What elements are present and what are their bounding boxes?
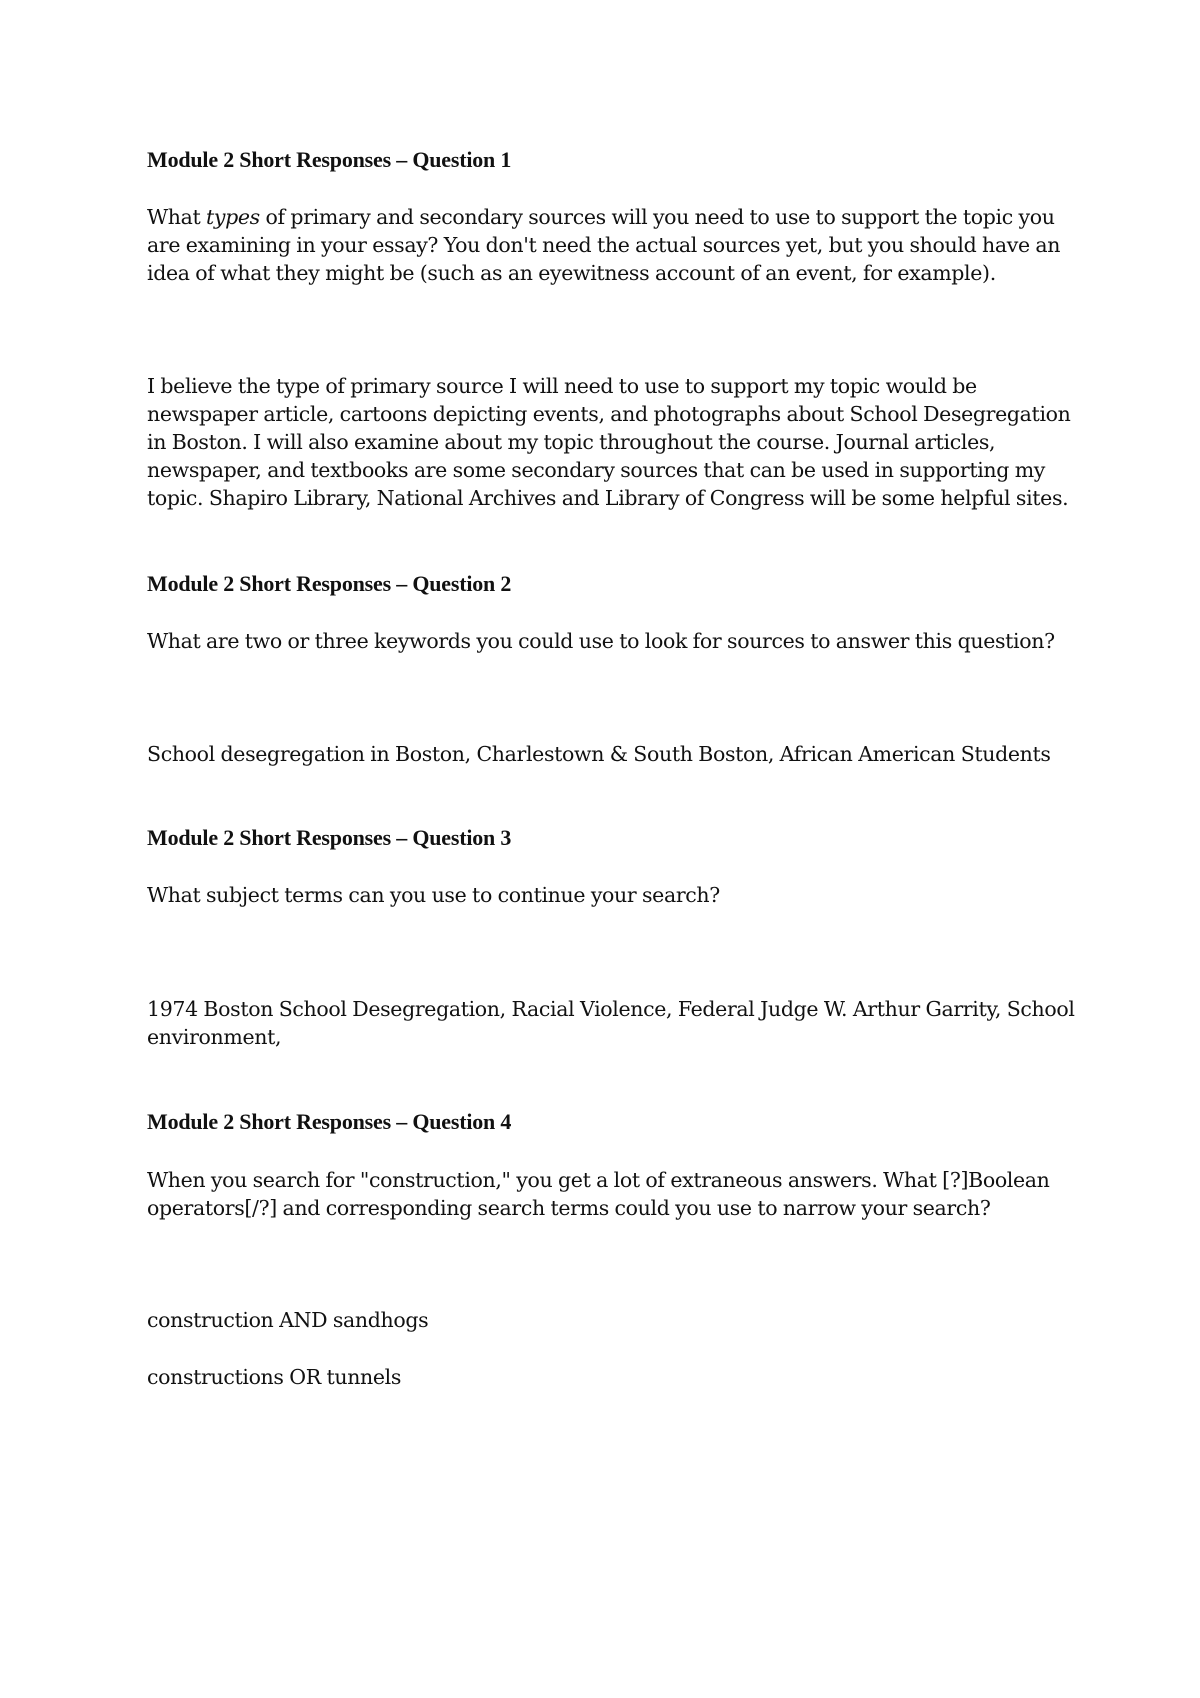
question-4-heading: Module 2 Short Responses – Question 4 bbox=[147, 1109, 512, 1134]
question-2-prompt: What are two or three keywords you could use to look for sources to answer this question? bbox=[147, 629, 1055, 653]
question-2-answer: School desegregation in Boston, Charlestown & South Boston, African American Students bbox=[147, 742, 1051, 766]
question-4-answer-2: constructions OR tunnels bbox=[147, 1365, 402, 1389]
question-3-prompt: What subject terms can you use to continue your search? bbox=[147, 883, 720, 907]
question-4-answer-1: construction AND sandhogs bbox=[147, 1308, 429, 1332]
question-1-heading: Module 2 Short Responses – Question 1 bbox=[147, 147, 512, 172]
question-2-heading: Module 2 Short Responses – Question 2 bbox=[147, 571, 512, 596]
question-1-prompt-emphasis: types bbox=[206, 205, 260, 229]
question-1-answer: I believe the type of primary source I will need to use to support my topic would be newspaper article, cartoons depicting events, and photographs about School Desegregation in Boston. I will also examine about my topic throughout the course. Journal articles, newspaper, and textbooks are some secondary sources that can be used in supporting my topic. Shapiro Library, National Archives and Library of Congress will be some helpful sites. bbox=[147, 374, 1071, 510]
question-1-prompt bbox=[147, 203, 1077, 287]
question-1-prompt-rest: of primary and secondary sources will you need to use to support the topic you are examining in your essay? You don't need the actual sources yet, but you should have an idea of what they might be (such as an eyewitness account of an event, for example). bbox=[147, 205, 1061, 285]
question-3-heading: Module 2 Short Responses – Question 3 bbox=[147, 825, 512, 850]
question-1-prompt-start: What bbox=[147, 205, 206, 229]
question-3-answer: 1974 Boston School Desegregation, Racial Violence, Federal Judge W. Arthur Garrity, School environment, bbox=[147, 997, 1075, 1049]
question-4-prompt: When you search for "construction," you get a lot of extraneous answers. What [?]Boolean operators[/?] and corresponding search terms could you use to narrow your search? bbox=[147, 1168, 1050, 1220]
